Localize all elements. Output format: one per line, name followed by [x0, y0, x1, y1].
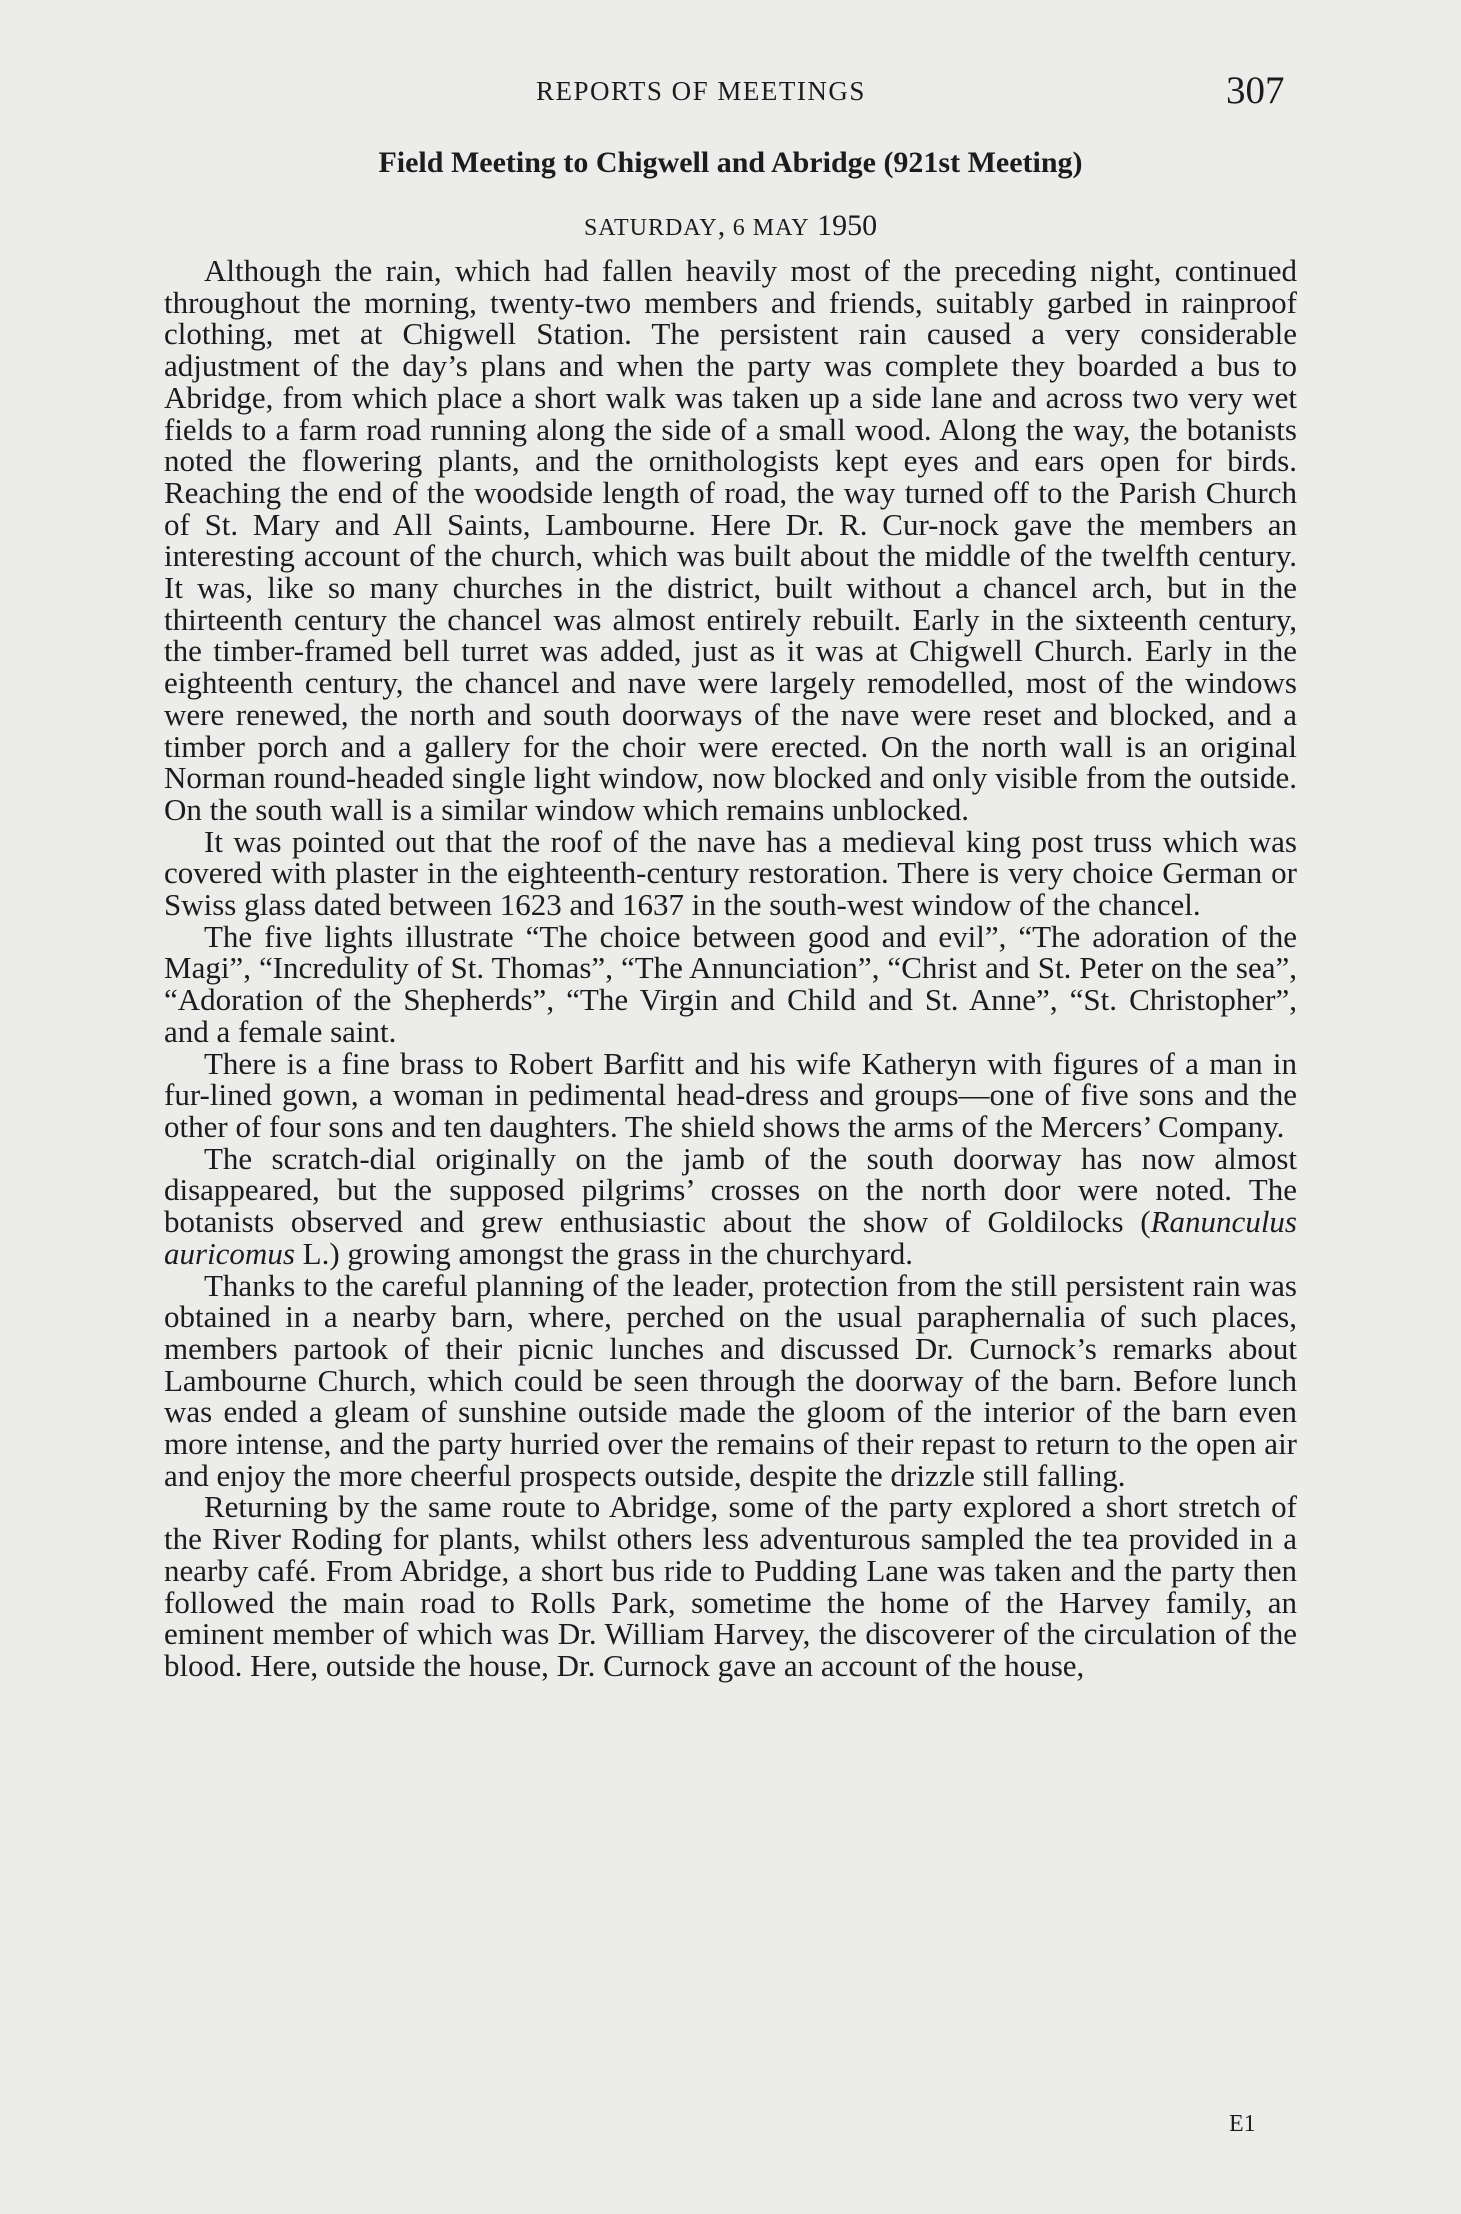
running-head: REPORTS OF MEETINGS — [536, 76, 866, 106]
date-year: 1950 — [817, 209, 878, 242]
paragraph: Thanks to the careful planning of the leader, protection from the still persistent rain was obtained in a nearby barn, where, perched on the usual paraphernalia of such places, members partook of their picnic lunches and discussed Dr. Curnock’s remarks about Lambourne Church, which could be seen through the doorway of the barn. Before lunch was ended a gleam of sunshine outside made the gloom of the interior of the barn even more intense, and the party hurried over the remains of their repast to return to the open air and enjoy the more cheerful prospects outside, despite the drizzle still falling. — [164, 1267, 1297, 1493]
date-day-month: 6 MAY — [732, 215, 810, 241]
article-body — [164, 255, 1297, 1682]
paragraph: Returning by the same route to Abridge, some of the party explored a short stretch of the River Roding for plants, whilst others less adventurous sampled the tea provided in a nearby café. From Abridge, a short bus ride to Pudding Lane was taken and the party then followed the main road to Rolls Park, sometime the home of the Harvey family, an eminent member of which was Dr. William Harvey, the discoverer of the circulation of the blood. Here, outside the house, Dr. Curnock gave an account of the house, — [164, 1489, 1297, 1683]
page-number: 307 — [1226, 69, 1285, 112]
meeting-date: SATURDAY, 6 MAY 1950 — [583, 209, 878, 242]
paragraph-goldilocks-tail: L.) growing amongst the grass in the churchyard. — [294, 1235, 914, 1271]
paragraph: The five lights illustrate “The choice between good and evil”, “The adoration of the Magi”, “Incredulity of St. Thomas”, “The Annunciation”, “Christ and St. Peter on the sea”, “Adoration of the Shepherds”, “The Virgin and Child and St. Anne”, “St. Christopher”, and a female saint. — [164, 918, 1297, 1049]
paragraph-goldilocks-text: The scratch-dial originally on the jamb of the south doorway has now almost disappeared, but the supposed pilgrims’ crosses on the north door were noted. The botanists observed and grew enthusiastic about the show of Goldilocks ( — [164, 1140, 1297, 1240]
signature-mark: E1 — [1229, 2111, 1256, 2137]
species-name: Ranunculus auricomus — [164, 1204, 1297, 1271]
paragraph: There is a fine brass to Robert Barfitt and his wife Katheryn with figures of a man in fur-lined gown, a woman in pedimental head-dress and groups—one of five sons and the other of four sons and ten daughters. The shield shows the arms of the Mercers’ Company. — [164, 1045, 1297, 1144]
paragraph: Although the rain, which had fallen heavily most of the preceding night, continued throughout the morning, twenty-two members and friends, suitably garbed in rainproof clothing, met at Chigwell Station. The persistent rain caused a very considerable adjustment of the day’s plans and when the party was complete they boarded a bus to Abridge, from which place a short walk was taken up a side lane and across two very wet fields to a farm road running along the side of a small wood. Along the way, the botanists noted the flowering plants, and the ornithologists kept eyes and ears open for birds. Reaching the end of the woodside length of road, the way turned off to the Parish Church of St. Mary and All Saints, Lambourne. Here Dr. R. Cur-nock gave the members an interesting account of the church, which was built about the middle of the twelfth century. It was, like so many churches in the district, built without a chancel arch, but in the thirteenth century the chancel was almost entirely rebuilt. Early in the sixteenth century, the timber-framed bell turret was added, just as it was at Chigwell Church. Early in the eighteenth century, the chancel and nave were largely remodelled, most of the windows were renewed, the north and south doorways of the nave were reset and blocked, and a timber porch and a gallery for the choir were erected. On the north wall is an original Norman round-headed single light window, now blocked and only visible from the outside. On the south wall is a similar window which remains unblocked. — [164, 253, 1297, 827]
date-weekday: SATURDAY — [583, 215, 718, 241]
paragraph-goldilocks — [164, 1140, 1297, 1271]
paragraph: It was pointed out that the roof of the nave has a medieval king post truss which was covered with plaster in the eighteenth-century restoration. There is very choice German or Swiss glass dated between 1623 and 1637 in the south-west window of the chancel. — [164, 823, 1297, 923]
article-title: Field Meeting to Chigwell and Abridge (921st Meeting) — [378, 146, 1083, 179]
